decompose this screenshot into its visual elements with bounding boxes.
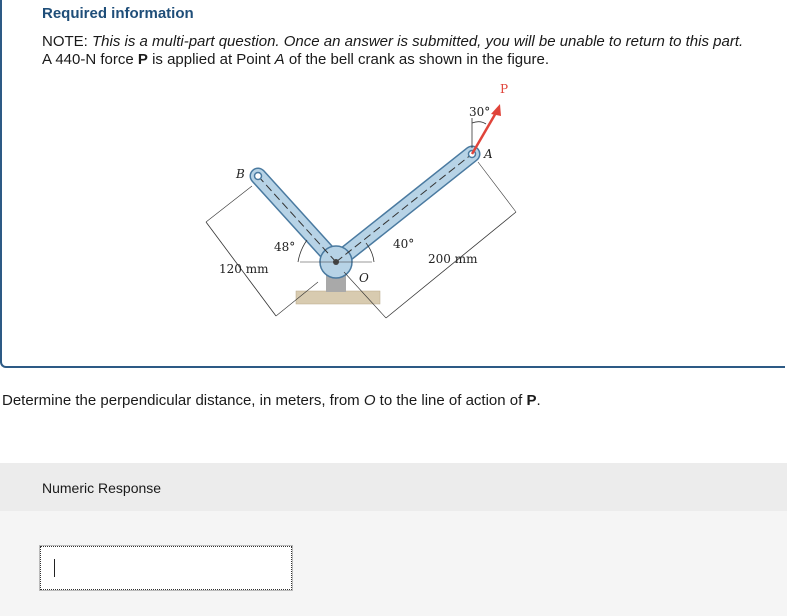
label-dim-200: 200 mm: [428, 252, 478, 266]
note-line: [42, 33, 743, 50]
arc-48: [298, 240, 307, 262]
question-point: O: [363, 392, 376, 409]
label-B: B: [236, 167, 245, 181]
bell-crank-figure: [195, 82, 525, 332]
label-A: A: [484, 147, 493, 161]
question-mid: to the line of action of: [375, 392, 527, 409]
ext-line-B: [206, 186, 252, 222]
question-pre: Determine the perpendicular distance, in meters, from: [2, 392, 364, 409]
problem-statement: [42, 51, 549, 68]
text-caret: [54, 559, 55, 577]
label-angle-40: 40°: [393, 237, 415, 251]
label-P: P: [500, 82, 509, 96]
problem-post: of the bell crank as shown in the figure.: [284, 51, 549, 68]
problem-force-symbol: P: [137, 51, 148, 68]
arc-30: [472, 122, 486, 124]
info-title: Required information: [42, 5, 194, 22]
problem-point: A: [274, 51, 285, 68]
label-angle-48: 48°: [274, 240, 296, 254]
label-dim-120: 120 mm: [219, 262, 269, 276]
label-angle-30: 30°: [469, 105, 491, 119]
pin-B: [255, 173, 262, 180]
label-O: O: [359, 271, 369, 285]
problem-mid: is applied at Point: [147, 51, 275, 68]
question-post: .: [536, 392, 541, 409]
question-force: P: [526, 392, 537, 409]
numeric-answer-input[interactable]: [40, 546, 292, 590]
numeric-response-label: Numeric Response: [42, 480, 162, 496]
ext-line-A: [478, 162, 516, 212]
note-prefix: NOTE:: [42, 33, 93, 50]
question-text: [2, 392, 541, 409]
problem-pre: A 440-N force: [42, 51, 138, 68]
force-arrow-head: [491, 104, 501, 116]
note-text: This is a multi-part question. Once an answer is submitted, you will be unable to return to this part.: [92, 33, 744, 50]
